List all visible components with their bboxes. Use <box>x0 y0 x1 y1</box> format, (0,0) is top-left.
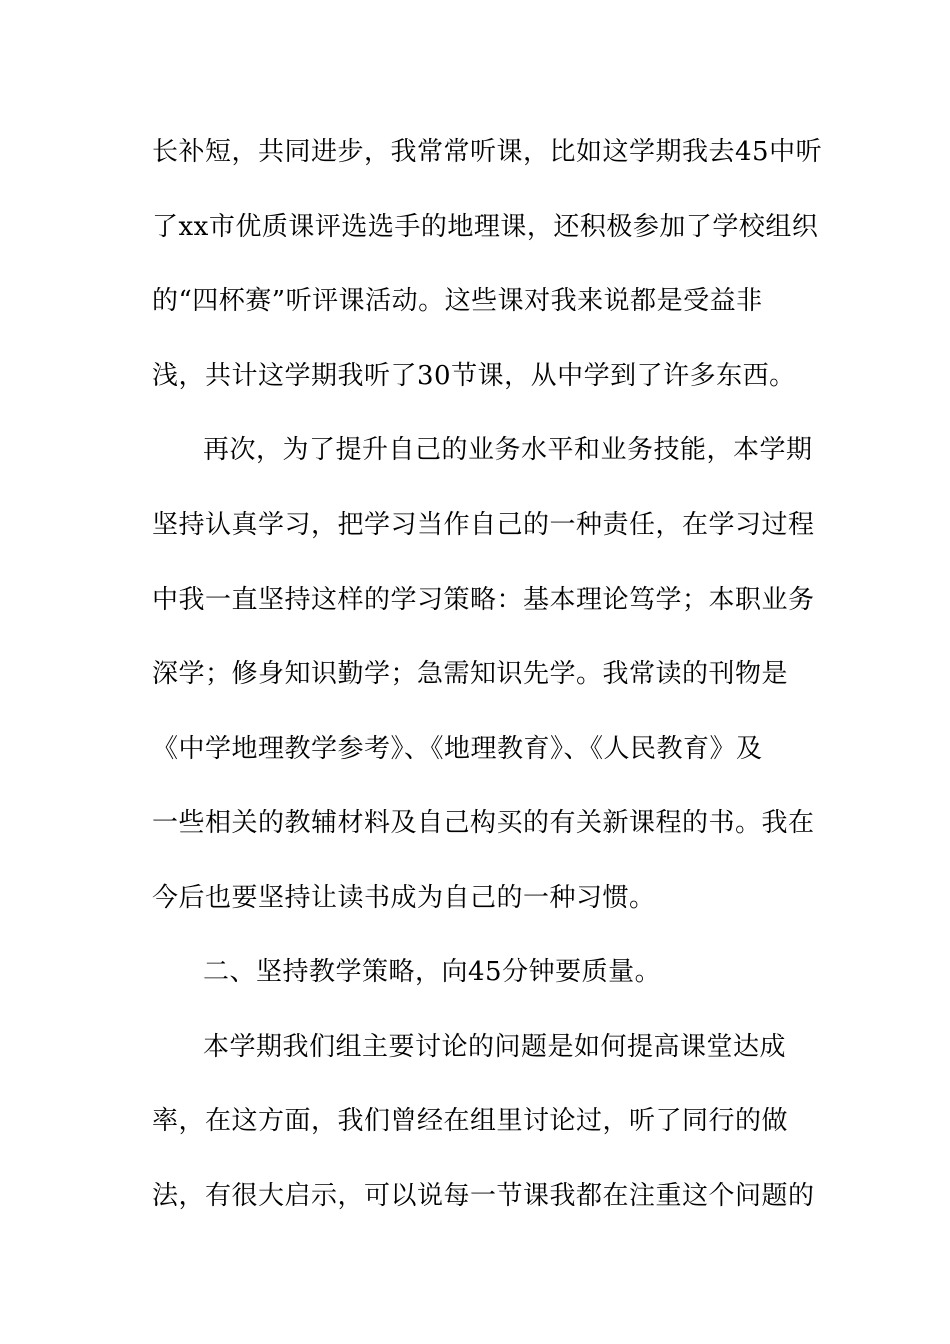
paragraph-first-line: 本学期我们组主要讨论的问题是如何提高课堂达成 <box>203 1032 787 1062</box>
text-line: 《中学地理教学参考》、《地理教育》、《人民教育》及 <box>152 734 763 764</box>
text-line: 一些相关的教辅材料及自己构买的有关新课程的书。我在 <box>152 808 815 838</box>
text-line: 今后也要坚持让读书成为自己的一种习惯。 <box>152 883 656 913</box>
section-heading: 二、坚持教学策略，向45分钟要质量。 <box>203 957 662 987</box>
text-line: 中我一直坚持这样的学习策略：基本理论笃学；本职业务 <box>152 585 815 615</box>
text-line: 了xx市优质课评选选手的地理课，还积极参加了学校组织 <box>152 212 819 242</box>
text-line: 的“四杯赛”听评课活动。这些课对我来说都是受益非 <box>152 286 763 316</box>
text-line: 浅，共计这学期我听了30节课，从中学到了许多东西。 <box>152 361 796 391</box>
text-line: 深学；修身知识勤学；急需知识先学。我常读的刊物是 <box>152 659 789 689</box>
paragraph-first-line: 再次，为了提升自己的业务水平和业务技能，本学期 <box>203 435 813 465</box>
text-line: 法，有很大启示，可以说每一节课我都在注重这个问题的 <box>152 1181 815 1211</box>
text-line: 坚持认真学习，把学习当作自己的一种责任，在学习过程 <box>152 510 815 540</box>
text-line: 率，在这方面，我们曾经在组里讨论过，听了同行的做 <box>152 1106 789 1136</box>
text-line: 长补短，共同进步，我常常听课，比如这学期我去45中听 <box>152 137 823 167</box>
